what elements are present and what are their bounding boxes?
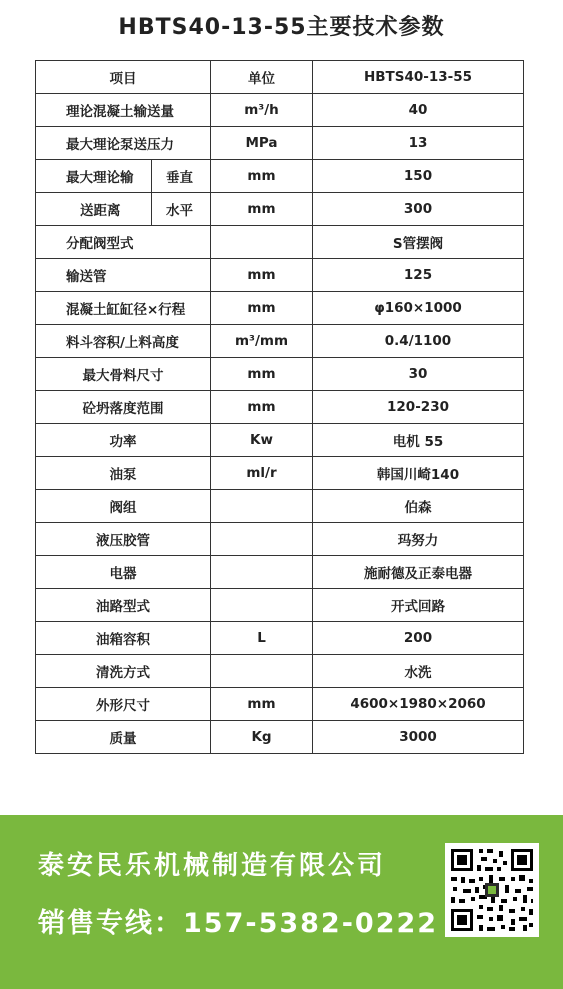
row-item: 油箱容积 bbox=[36, 622, 211, 655]
table-row bbox=[36, 127, 524, 160]
row-unit: mm bbox=[211, 688, 313, 721]
table-row bbox=[36, 721, 524, 754]
table-row bbox=[36, 556, 524, 589]
table-row bbox=[36, 259, 524, 292]
table-row bbox=[36, 325, 524, 358]
distance-label-bottom: 送距离 bbox=[36, 193, 152, 226]
row-value: φ160×1000 bbox=[313, 292, 524, 325]
distance-vertical-label: 垂直 bbox=[152, 160, 211, 193]
row-unit: mm bbox=[211, 259, 313, 292]
table-row bbox=[36, 94, 524, 127]
row-unit: ml/r bbox=[211, 457, 313, 490]
row-item: 电器 bbox=[36, 556, 211, 589]
qr-code-icon[interactable] bbox=[445, 843, 539, 937]
row-unit bbox=[211, 655, 313, 688]
row-value: 13 bbox=[313, 127, 524, 160]
table-row bbox=[36, 655, 524, 688]
row-value: 30 bbox=[313, 358, 524, 391]
table-row bbox=[36, 358, 524, 391]
row-item: 理论混凝土输送量 bbox=[36, 94, 211, 127]
row-value: 施耐德及正泰电器 bbox=[313, 556, 524, 589]
table-row bbox=[36, 292, 524, 325]
table-row bbox=[36, 193, 524, 226]
row-value: 水洗 bbox=[313, 655, 524, 688]
table-header-row bbox=[36, 61, 524, 94]
row-item: 质量 bbox=[36, 721, 211, 754]
row-value: 40 bbox=[313, 94, 524, 127]
row-item: 输送管 bbox=[36, 259, 211, 292]
row-value: 伯森 bbox=[313, 490, 524, 523]
row-value: 0.4/1100 bbox=[313, 325, 524, 358]
table-row bbox=[36, 622, 524, 655]
row-item: 油路型式 bbox=[36, 589, 211, 622]
table-row bbox=[36, 160, 524, 193]
row-unit: m³/mm bbox=[211, 325, 313, 358]
row-item: 最大理论泵送压力 bbox=[36, 127, 211, 160]
row-unit bbox=[211, 490, 313, 523]
row-value: 3000 bbox=[313, 721, 524, 754]
row-value: 125 bbox=[313, 259, 524, 292]
table-row bbox=[36, 424, 524, 457]
row-item: 料斗容积/上料高度 bbox=[36, 325, 211, 358]
sales-phone: 销售专线：157-5382-0222 bbox=[38, 908, 439, 939]
row-item: 清洗方式 bbox=[36, 655, 211, 688]
row-unit: Kg bbox=[211, 721, 313, 754]
row-unit: mm bbox=[211, 391, 313, 424]
row-unit: mm bbox=[211, 358, 313, 391]
row-unit: Kw bbox=[211, 424, 313, 457]
row-value: 开式回路 bbox=[313, 589, 524, 622]
row-item: 油泵 bbox=[36, 457, 211, 490]
row-unit: mm bbox=[211, 193, 313, 226]
row-item: 混凝土缸缸径×行程 bbox=[36, 292, 211, 325]
distance-label-top: 最大理论输 bbox=[36, 160, 152, 193]
row-value: 120-230 bbox=[313, 391, 524, 424]
row-unit: mm bbox=[211, 160, 313, 193]
row-item: 砼坍落度范围 bbox=[36, 391, 211, 424]
row-unit: MPa bbox=[211, 127, 313, 160]
row-item: 外形尺寸 bbox=[36, 688, 211, 721]
header-unit: 单位 bbox=[211, 61, 313, 94]
row-value: 300 bbox=[313, 193, 524, 226]
row-item: 阀组 bbox=[36, 490, 211, 523]
row-value: 玛努力 bbox=[313, 523, 524, 556]
row-value: S管摆阀 bbox=[313, 226, 524, 259]
row-value: 电机 55 bbox=[313, 424, 524, 457]
spec-table bbox=[35, 60, 524, 754]
row-unit bbox=[211, 523, 313, 556]
row-value: 150 bbox=[313, 160, 524, 193]
row-unit: mm bbox=[211, 292, 313, 325]
table-row bbox=[36, 589, 524, 622]
distance-horizontal-label: 水平 bbox=[152, 193, 211, 226]
table-row bbox=[36, 391, 524, 424]
row-unit bbox=[211, 589, 313, 622]
row-unit: m³/h bbox=[211, 94, 313, 127]
header-item: 项目 bbox=[36, 61, 211, 94]
row-unit: L bbox=[211, 622, 313, 655]
table-row bbox=[36, 490, 524, 523]
table-row bbox=[36, 523, 524, 556]
row-value: 4600×1980×2060 bbox=[313, 688, 524, 721]
row-value: 韩国川崎140 bbox=[313, 457, 524, 490]
page-title: HBTS40-13-55主要技术参数 bbox=[118, 15, 445, 40]
row-unit bbox=[211, 226, 313, 259]
row-item: 液压胶管 bbox=[36, 523, 211, 556]
company-name: 泰安民乐机械制造有限公司 bbox=[38, 851, 387, 881]
row-item: 分配阀型式 bbox=[36, 226, 211, 259]
table-row bbox=[36, 226, 524, 259]
contact-banner bbox=[0, 815, 563, 989]
row-value: 200 bbox=[313, 622, 524, 655]
row-item: 最大骨料尺寸 bbox=[36, 358, 211, 391]
table-row bbox=[36, 688, 524, 721]
row-item: 功率 bbox=[36, 424, 211, 457]
table-row bbox=[36, 457, 524, 490]
row-unit bbox=[211, 556, 313, 589]
header-model: HBTS40-13-55 bbox=[313, 61, 524, 94]
